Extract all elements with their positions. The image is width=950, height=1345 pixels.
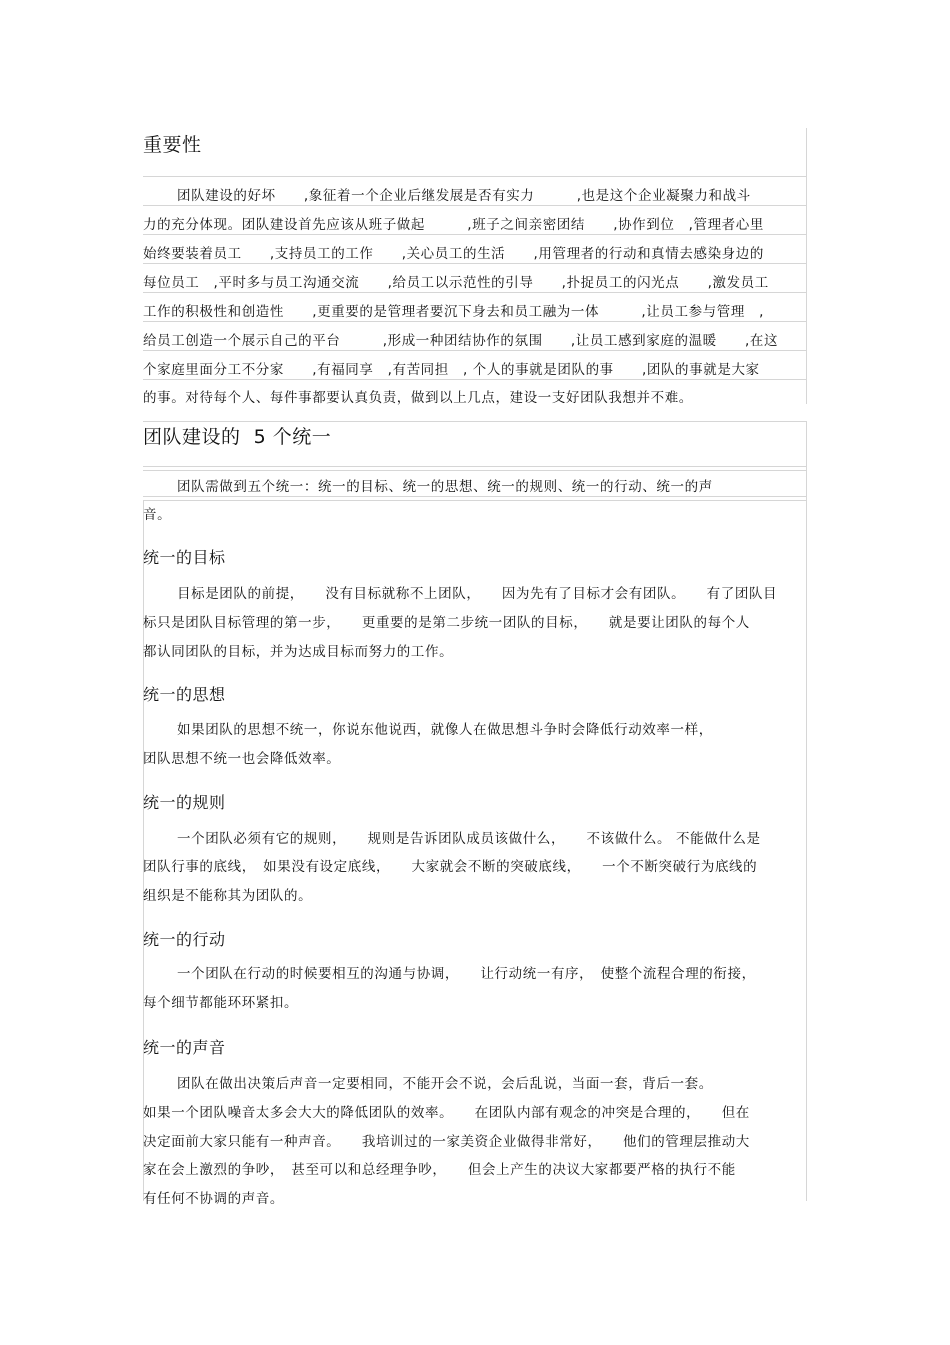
paragraph-line: 团队在做出决策后声音一定要相同，不能开会不说，会后乱说，当面一套，背后一套。 [177, 1076, 713, 1092]
paragraph-line: 一个团队在行动的时候要相互的沟通与协调， 让行动统一有序， 使整个流程合理的衔接， [177, 966, 756, 982]
table-border-right [806, 128, 807, 404]
paragraph-line: 每个细节都能环环紧扣。 [143, 995, 299, 1011]
table-rule [143, 263, 807, 264]
paragraph-line: 团队思想不统一也会降低效率。 [143, 751, 341, 767]
table-rule [143, 466, 807, 467]
table-rule [143, 470, 807, 471]
section-title-importance: 重要性 [143, 134, 202, 156]
paragraph-line: 家在会上激烈的争吵， 甚至可以和总经理争吵， 但会上产生的决议大家都要严格的执行不能 [143, 1162, 736, 1178]
paragraph-line: 工作的积极性和创造性 ,更重要的是管理者要沉下身去和员工融为一体 ,让员工参与管理 , [143, 304, 764, 320]
table-rule [143, 321, 807, 322]
table-border-left [143, 500, 144, 1201]
table-rule [143, 176, 807, 177]
paragraph-line: 一个团队必须有它的规则， 规则是告诉团队成员该做什么， 不该做什么。 不能做什么是 [177, 831, 761, 847]
subsection-title-action: 统一的行动 [143, 930, 226, 949]
table-rule [143, 379, 807, 380]
table-rule [143, 292, 807, 293]
paragraph-line: 音。 [143, 507, 172, 523]
table-rule [143, 205, 807, 206]
table-border-right [806, 421, 807, 1201]
subsection-title-voice: 统一的声音 [143, 1038, 226, 1057]
paragraph-line: 目标是团队的前提， 没有目标就称不上团队， 因为先有了目标才会有团队。 有了团队目 [177, 586, 778, 602]
paragraph-line: 都认同团队的目标，并为达成目标而努力的工作。 [143, 644, 454, 660]
paragraph-line: 如果团队的思想不统一，你说东他说西，就像人在做思想斗争时会降低行动效率一样， [177, 722, 713, 738]
subsection-title-goal: 统一的目标 [143, 548, 226, 567]
paragraph-line: 团队行事的底线， 如果没有设定底线， 大家就会不断的突破底线， 一个不断突破行为底线的 [143, 859, 758, 875]
paragraph-line: 组织是不能称其为团队的。 [143, 888, 313, 904]
table-rule [143, 234, 807, 235]
paragraph-line: 有任何不协调的声音。 [143, 1191, 284, 1207]
paragraph-line: 始终要装着员工 ,支持员工的工作 ,关心员工的生活 ,用管理者的行动和真情去感染身边的 [143, 246, 764, 262]
paragraph-line: 团队建设的好坏 ,象征着一个企业后继发展是否有实力 ,也是这个企业凝聚力和战斗 [177, 188, 751, 204]
section-title-five-unities: 团队建设的 5 个统一 [143, 426, 332, 448]
paragraph-line: 决定面前大家只能有一种声音。 我培训过的一家美资企业做得非常好， 他们的管理层推动大 [143, 1134, 750, 1150]
paragraph-line: 标只是团队目标管理的第一步， 更重要的是第二步统一团队的目标， 就是要让团队的每个人 [143, 615, 750, 631]
table-rule [143, 350, 807, 351]
paragraph-line: 每位员工 ,平时多与员工沟通交流 ,给员工以示范性的引导 ,扑捉员工的闪光点 ,激发员工 [143, 275, 769, 291]
paragraph-line: 如果一个团队噪音太多会大大的降低团队的效率。 在团队内部有观念的冲突是合理的， 但在 [143, 1105, 750, 1121]
table-rule [143, 496, 807, 497]
paragraph-line: 团队需做到五个统一：统一的目标、统一的思想、统一的规则、统一的行动、统一的声 [177, 479, 713, 495]
paragraph-line: 个家庭里面分工不分家 ,有福同享 ,有苦同担 , 个人的事就是团队的事 ,团队的事就是大家 [143, 362, 760, 378]
table-rule [143, 500, 807, 501]
subsection-title-thought: 统一的思想 [143, 685, 226, 704]
paragraph-line: 的事。对待每个人、每件事都要认真负责，做到以上几点，建设一支好团队我想并不难。 [143, 390, 693, 406]
subsection-title-rules: 统一的规则 [143, 793, 226, 812]
paragraph-line: 给员工创造一个展示自己的平台 ,形成一种团结协作的氛围 ,让员工感到家庭的温暖 ,在这 [143, 333, 779, 349]
paragraph-line: 力的充分体现。团队建设首先应该从班子做起 ,班子之间亲密团结 ,协作到位 ,管理者心里 [143, 217, 764, 233]
